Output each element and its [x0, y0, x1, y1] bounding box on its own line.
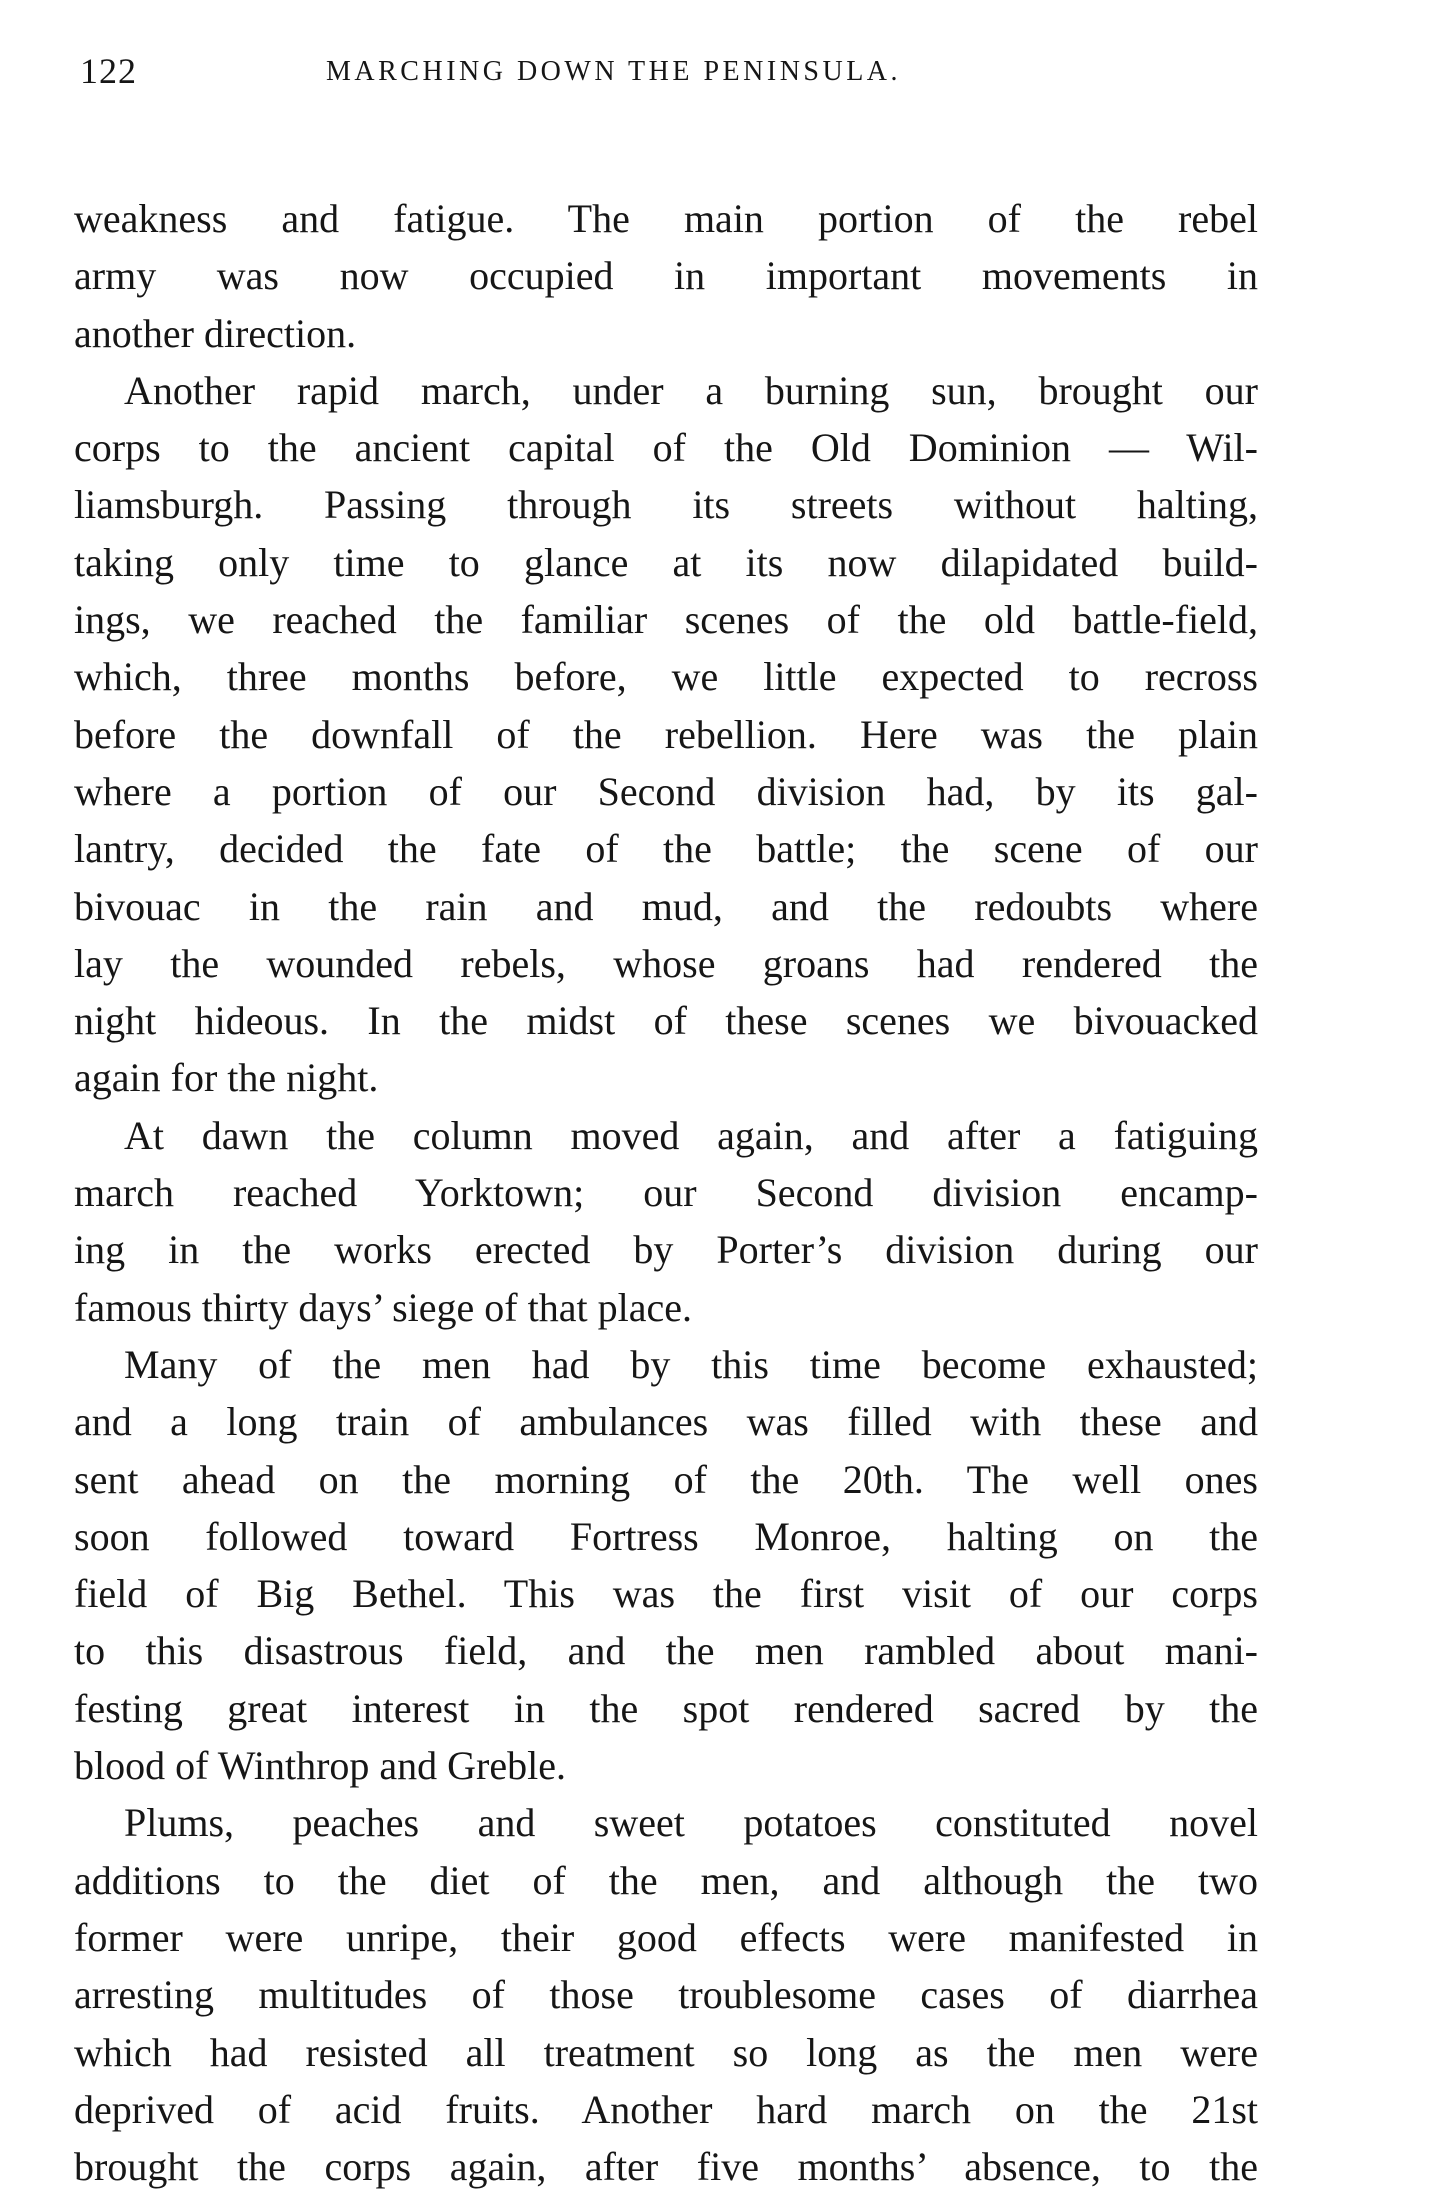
text-line: army was now occupied in important movements in	[74, 253, 1258, 299]
text-line: deprived of acid fruits. Another hard march on the 21st	[74, 2086, 1258, 2132]
text-line: to this disastrous field, and the men rambled about mani-	[74, 1628, 1258, 1674]
text-line: again for the night.	[74, 1055, 379, 1101]
text-line: arresting multitudes of those troublesome cases of diarrhea	[74, 1972, 1258, 2018]
text-line: lantry, decided the fate of the battle; the scene of our	[74, 826, 1258, 872]
text-line: sent ahead on the morning of the 20th. The well ones	[74, 1456, 1258, 1502]
text-line: corps to the ancient capital of the Old Dominion — Wil-	[74, 425, 1258, 471]
text-line: blood of Winthrop and Greble.	[74, 1743, 566, 1789]
text-line: brought the corps again, after five months’ absence, to the	[74, 2144, 1258, 2190]
text-line: ings, we reached the familiar scenes of the old battle-field,	[74, 597, 1258, 643]
text-line: liamsburgh. Passing through its streets without halting,	[74, 482, 1258, 528]
text-line: ing in the works erected by Porter’s division during our	[74, 1227, 1258, 1273]
text-line: and a long train of ambulances was filled with these and	[74, 1399, 1258, 1445]
text-line: famous thirty days’ siege of that place.	[74, 1284, 692, 1330]
text-line: weakness and fatigue. The main portion of the rebel	[74, 196, 1258, 241]
book-page	[74, 50, 1258, 2195]
text-line: which had resisted all treatment so long as the men were	[74, 2029, 1258, 2075]
text-line: Plums, peaches and sweet potatoes constituted novel	[124, 1800, 1258, 1846]
running-title: MARCHING DOWN THE PENINSULA.	[326, 56, 902, 87]
text-line: bivouac in the rain and mud, and the redoubts where	[74, 883, 1258, 929]
text-line: which, three months before, we little expected to recross	[74, 654, 1258, 700]
text-line: festing great interest in the spot rendered sacred by the	[74, 1685, 1258, 1731]
text-line: taking only time to glance at its now dilapidated build-	[74, 539, 1258, 585]
text-line: lay the wounded rebels, whose groans had rendered the	[74, 940, 1258, 986]
text-line: At dawn the column moved again, and after a fatiguing	[124, 1112, 1258, 1158]
text-line: where a portion of our Second division had, by its gal-	[74, 768, 1258, 814]
running-head	[74, 50, 1258, 102]
text-line: night hideous. In the midst of these scenes we bivouacked	[74, 998, 1258, 1044]
text-line: before the downfall of the rebellion. Here was the plain	[74, 711, 1258, 757]
page-number: 122	[80, 51, 137, 91]
text-line: field of Big Bethel. This was the first visit of our corps	[74, 1571, 1258, 1617]
text-line: former were unripe, their good effects were manifested in	[74, 1914, 1258, 1960]
text-line: march reached Yorktown; our Second division encamp-	[74, 1170, 1258, 1216]
text-line: Another rapid march, under a burning sun, brought our	[124, 367, 1258, 413]
text-line: soon followed toward Fortress Monroe, halting on the	[74, 1513, 1258, 1559]
text-line: additions to the diet of the men, and although the two	[74, 1857, 1258, 1903]
text-line: another direction.	[74, 310, 357, 356]
text-body	[74, 190, 1258, 2195]
text-line: Many of the men had by this time become exhausted;	[124, 1341, 1258, 1387]
